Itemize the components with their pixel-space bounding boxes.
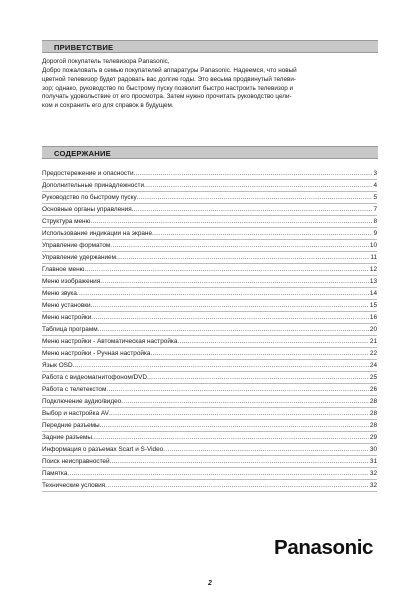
panasonic-logo: Panasonic	[274, 536, 373, 559]
toc-entry-page: 28	[369, 410, 377, 417]
toc-entry-page: 21	[369, 338, 377, 345]
toc-entry-page: 13	[369, 278, 377, 285]
welcome-line: получать удовольствие от его просмотра. Затем нужно прочитать руководство цели-	[42, 93, 292, 101]
welcome-line: цветной телевизор будет радовать вас долгие годы. Это весьма продвинутый телеви-	[42, 75, 297, 83]
toc-leader-dots	[67, 468, 368, 480]
toc-leader-dots	[92, 432, 369, 444]
toc-entry	[42, 180, 377, 192]
toc-leader-dots	[137, 192, 373, 204]
toc-entry-page: 30	[369, 446, 377, 453]
toc-leader-dots	[109, 408, 369, 420]
toc-entry-page: 26	[369, 386, 377, 393]
toc-entry	[42, 480, 377, 492]
toc-entry	[42, 468, 377, 480]
welcome-line: Добро пожаловать в семью покупателей аппаратуры Panasonic. Надеемся, что новый	[42, 66, 297, 74]
toc-entry	[42, 204, 377, 216]
toc-entry-page: 11	[370, 254, 377, 261]
toc-entry-page: 5	[373, 194, 377, 201]
toc-leader-dots	[100, 276, 369, 288]
toc-entry	[42, 360, 377, 372]
toc-entry-title: Информация о разъемах Scart и S-Video	[42, 446, 164, 453]
toc-entry-title: Памятка	[42, 470, 68, 477]
toc-leader-dots	[116, 252, 369, 264]
toc-leader-dots	[91, 300, 369, 312]
toc-entry-page: 10	[369, 242, 377, 249]
toc-entry-page: 24	[369, 362, 377, 369]
toc-leader-dots	[177, 336, 369, 348]
toc-entry-title: Передние разъемы	[42, 422, 100, 429]
toc-entry-page: 20	[369, 326, 377, 333]
toc-entry	[42, 192, 377, 204]
toc-entry	[42, 372, 377, 384]
welcome-line: ком и сохранить его для справок в будущем.	[42, 102, 174, 110]
toc-entry	[42, 324, 377, 336]
toc-entry-title: Главное меню	[42, 266, 85, 273]
toc-entry-page: 4	[373, 182, 377, 189]
toc-entry-title: Использование индикации на экране	[42, 230, 153, 237]
toc-entry-title: Меню изображения	[42, 278, 101, 285]
welcome-section-header	[42, 40, 378, 53]
contents-section-title: СОДЕРЖАНИЕ	[54, 149, 111, 158]
toc-entry-title: Меню настройки	[42, 314, 92, 321]
toc-entry	[42, 444, 377, 456]
toc-entry	[42, 336, 377, 348]
toc-leader-dots	[150, 348, 368, 360]
toc-entry-title: Управление форматом	[42, 242, 111, 249]
toc-entry-title: Язык OSD	[42, 362, 73, 369]
toc-leader-dots	[100, 420, 369, 432]
toc-entry	[42, 168, 377, 180]
toc-entry-page: 29	[369, 434, 377, 441]
toc-leader-dots	[106, 384, 369, 396]
toc-entry-page: 14	[369, 290, 377, 297]
toc-leader-dots	[134, 168, 373, 180]
toc-leader-dots	[121, 396, 369, 408]
toc-entry	[42, 348, 377, 360]
toc-entry	[42, 228, 377, 240]
toc-entry	[42, 240, 377, 252]
toc-entry	[42, 456, 377, 468]
toc-entry-page: 8	[373, 218, 377, 225]
toc-entry-title: Дополнительные принадлежности	[42, 182, 145, 189]
toc-leader-dots	[152, 228, 372, 240]
toc-leader-dots	[73, 360, 369, 372]
toc-entry-page: 16	[369, 314, 377, 321]
toc-leader-dots	[91, 312, 369, 324]
toc-entry-page: 7	[373, 206, 377, 213]
toc-entry-title: Задние разъемы	[42, 434, 92, 441]
toc-entry-title: Подключение аудио/видео	[42, 398, 122, 405]
toc-leader-dots	[110, 456, 369, 468]
toc-entry-title: Меню звука	[42, 290, 77, 297]
toc-entry-page: 3	[373, 170, 377, 177]
toc-entry	[42, 432, 377, 444]
toc-leader-dots	[147, 372, 369, 384]
toc-leader-dots	[132, 204, 373, 216]
toc-entry-title: Управление удержанием	[42, 254, 116, 261]
toc-entry-page: 31	[369, 458, 377, 465]
toc-entry-page: 25	[369, 374, 377, 381]
page-number: 2	[208, 580, 212, 587]
toc-entry-page: 22	[369, 350, 377, 357]
toc-leader-dots	[84, 264, 368, 276]
toc-leader-dots	[105, 480, 369, 492]
welcome-line: Дорогой покупатель телевизора Panasonic,	[42, 58, 170, 65]
toc-entry	[42, 300, 377, 312]
toc-leader-dots	[77, 288, 369, 300]
toc-entry	[42, 312, 377, 324]
toc-entry	[42, 396, 377, 408]
toc-entry-page: 12	[369, 266, 377, 273]
toc-entry	[42, 264, 377, 276]
toc-entry-page: 28	[369, 398, 377, 405]
toc-entry-title: Предостережение и опасности	[42, 170, 134, 177]
toc-entry	[42, 384, 377, 396]
welcome-text	[42, 58, 378, 111]
toc-entry-page: 32	[369, 482, 377, 489]
toc-entry	[42, 276, 377, 288]
welcome-section-title: ПРИВЕТСТВИЕ	[54, 43, 114, 52]
toc-leader-dots	[144, 180, 372, 192]
toc-entry	[42, 252, 377, 264]
toc-entry-title: Технические условия	[42, 482, 106, 489]
toc-entry-page: 32	[369, 470, 377, 477]
toc-leader-dots	[98, 324, 369, 336]
toc-entry-title: Поиск неисправностей	[42, 458, 110, 465]
toc-entry-title: Меню установки	[42, 302, 91, 309]
toc-entry-title: Основные органы управления	[42, 206, 132, 213]
toc-entry	[42, 288, 377, 300]
toc-entry	[42, 216, 377, 228]
toc-entry-title: Выбор и настройка AV	[42, 410, 109, 417]
contents-section-header	[42, 146, 378, 159]
toc-leader-dots	[110, 240, 369, 252]
toc-leader-dots	[163, 444, 369, 456]
toc-entry	[42, 420, 377, 432]
toc-entry-title: Работа с видеомагнитофоном/DVD	[42, 374, 147, 381]
welcome-line: зор; однако, руководство по быстрому пуску позволит быстро настроить телевизор и	[42, 84, 294, 92]
toc-entry-page: 28	[369, 422, 377, 429]
toc-entry-page: 9	[373, 230, 377, 237]
toc-leader-dots	[90, 216, 372, 228]
toc-entry-title: Руководство по быстрому пуску	[42, 194, 137, 201]
toc-entry-title: Меню настройки - Автоматическая настройка	[42, 338, 178, 345]
toc-entry-page: 15	[369, 302, 377, 309]
toc-entry-title: Работа с телетекстом	[42, 386, 107, 393]
table-of-contents	[42, 168, 377, 492]
toc-entry	[42, 408, 377, 420]
toc-entry-title: Таблица программ	[42, 326, 98, 333]
toc-entry-title: Структура меню	[42, 218, 91, 225]
toc-entry-title: Меню настройки - Ручная настройка	[42, 350, 151, 357]
